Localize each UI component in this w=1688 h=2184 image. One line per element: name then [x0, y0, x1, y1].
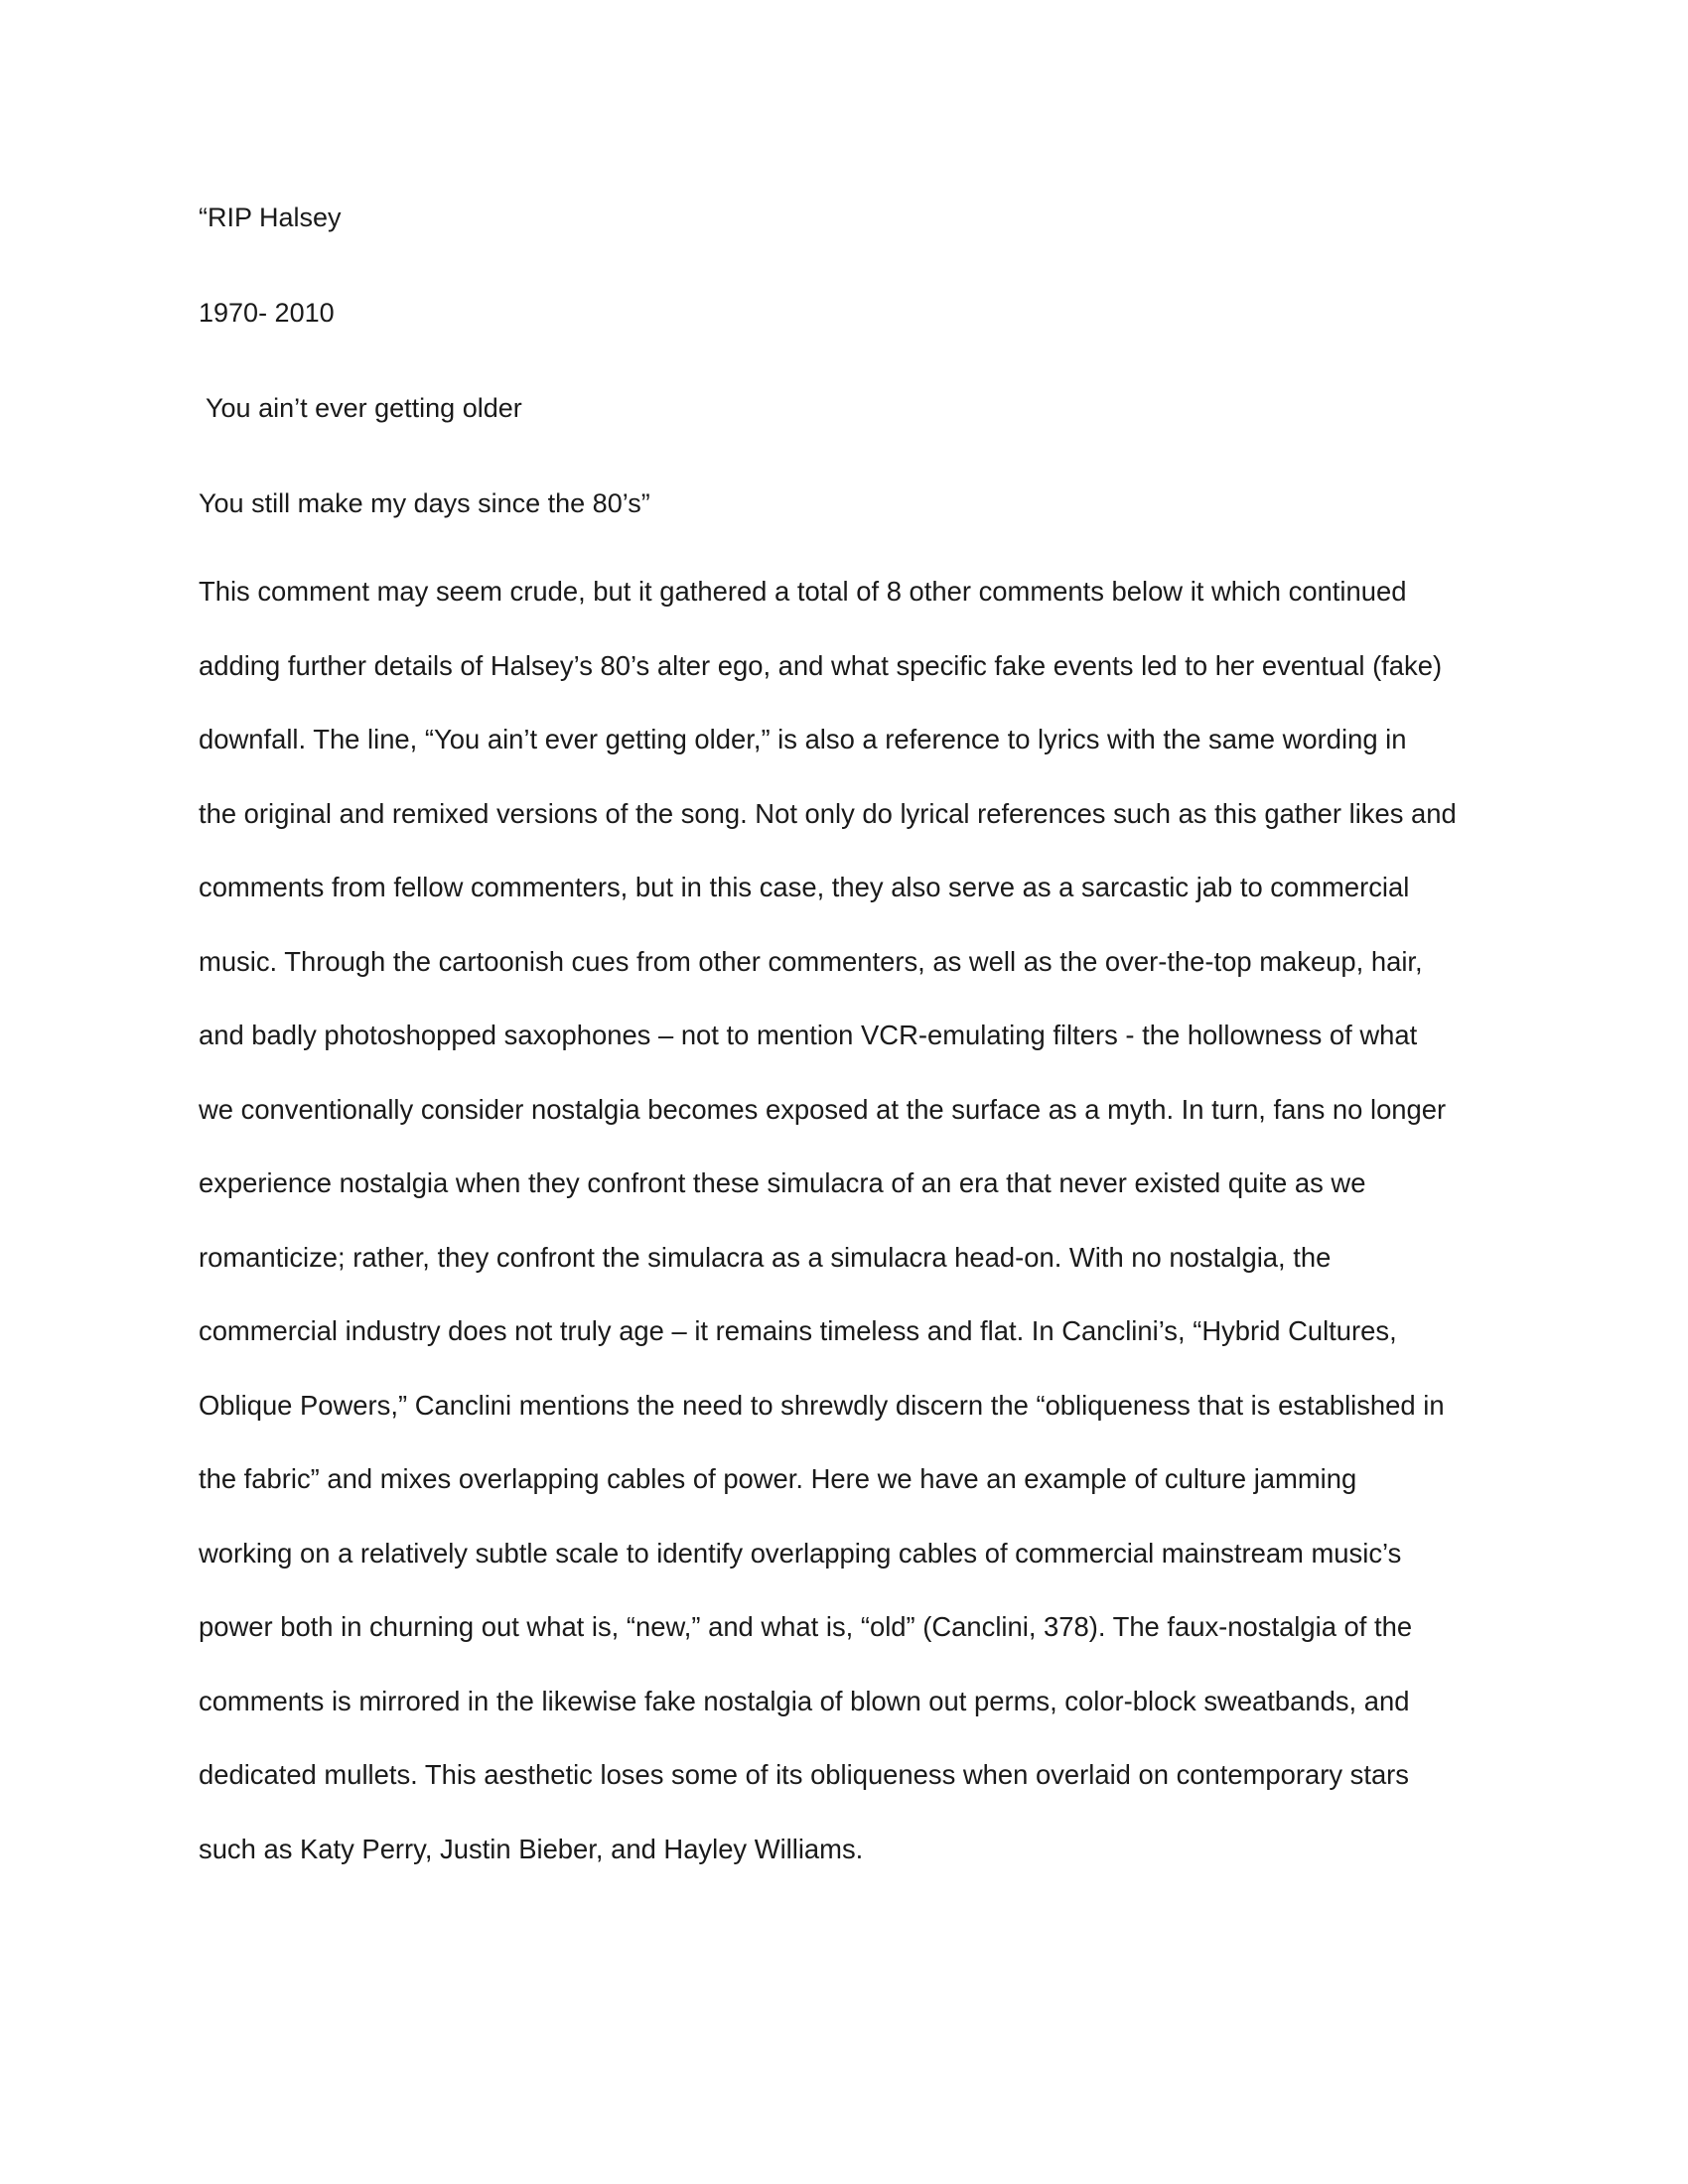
paragraph-line: dedicated mullets. This aesthetic loses some of its obliqueness when overlaid on contemporary stars: [199, 1759, 1410, 1790]
paragraph-line: power both in churning out what is, “new,” and what is, “old” (Canclini, 378). The faux-nostalgia of the: [199, 1611, 1413, 1642]
paragraph-line: such as Katy Perry, Justin Bieber, and Hayley Williams.: [199, 1833, 864, 1864]
paragraph-line: romanticize; rather, they confront the simulacra as a simulacra head-on. With no nostalgia, the: [199, 1241, 1332, 1273]
paragraph-line: This comment may seem crude, but it gathered a total of 8 other comments below it which continued: [199, 576, 1407, 607]
paragraph-line: downfall. The line, “You ain’t ever getting older,” is also a reference to lyrics with the same wording in: [199, 724, 1407, 754]
quote-line-dates: 1970- 2010: [199, 298, 335, 328]
quote-line-lyric: You ain’t ever getting older: [199, 393, 522, 423]
paragraph-line: the fabric” and mixes overlapping cables of power. Here we have an example of culture jamming: [199, 1463, 1357, 1494]
quote-line-title: “RIP Halsey: [199, 203, 342, 232]
paragraph-line: commercial industry does not truly age – it remains timeless and flat. In Canclini’s, “Hybrid Cultures,: [199, 1315, 1397, 1346]
document-page: [199, 0, 1499, 2184]
paragraph-line: music. Through the cartoonish cues from other commenters, as well as the over-the-top makeup, hair,: [199, 945, 1423, 977]
quote-line-closing: You still make my days since the 80’s”: [199, 488, 650, 518]
paragraph-line: experience nostalgia when they confront these simulacra of an era that never existed quite as we: [199, 1167, 1366, 1198]
paragraph-line: working on a relatively subtle scale to identify overlapping cables of commercial mainstream music’s: [199, 1537, 1402, 1569]
paragraph-line: Oblique Powers,” Canclini mentions the need to shrewdly discern the “obliqueness that is established in: [199, 1389, 1445, 1421]
paragraph-line: comments is mirrored in the likewise fake nostalgia of blown out perms, color-block sweatbands, and: [199, 1685, 1410, 1716]
paragraph-line: the original and remixed versions of the song. Not only do lyrical references such as this gather likes and: [199, 797, 1457, 829]
body-paragraph: [199, 576, 1499, 1907]
paragraph-line: and badly photoshopped saxophones – not to mention VCR-emulating filters - the hollowness of what: [199, 1020, 1418, 1050]
paragraph-line: we conventionally consider nostalgia becomes exposed at the surface as a myth. In turn, fans no longer: [199, 1093, 1447, 1125]
paragraph-line: adding further details of Halsey’s 80’s alter ego, and what specific fake events led to her eventual (fake): [199, 649, 1443, 681]
paragraph-line: comments from fellow commenters, but in this case, they also serve as a sarcastic jab to commercial: [199, 872, 1410, 902]
